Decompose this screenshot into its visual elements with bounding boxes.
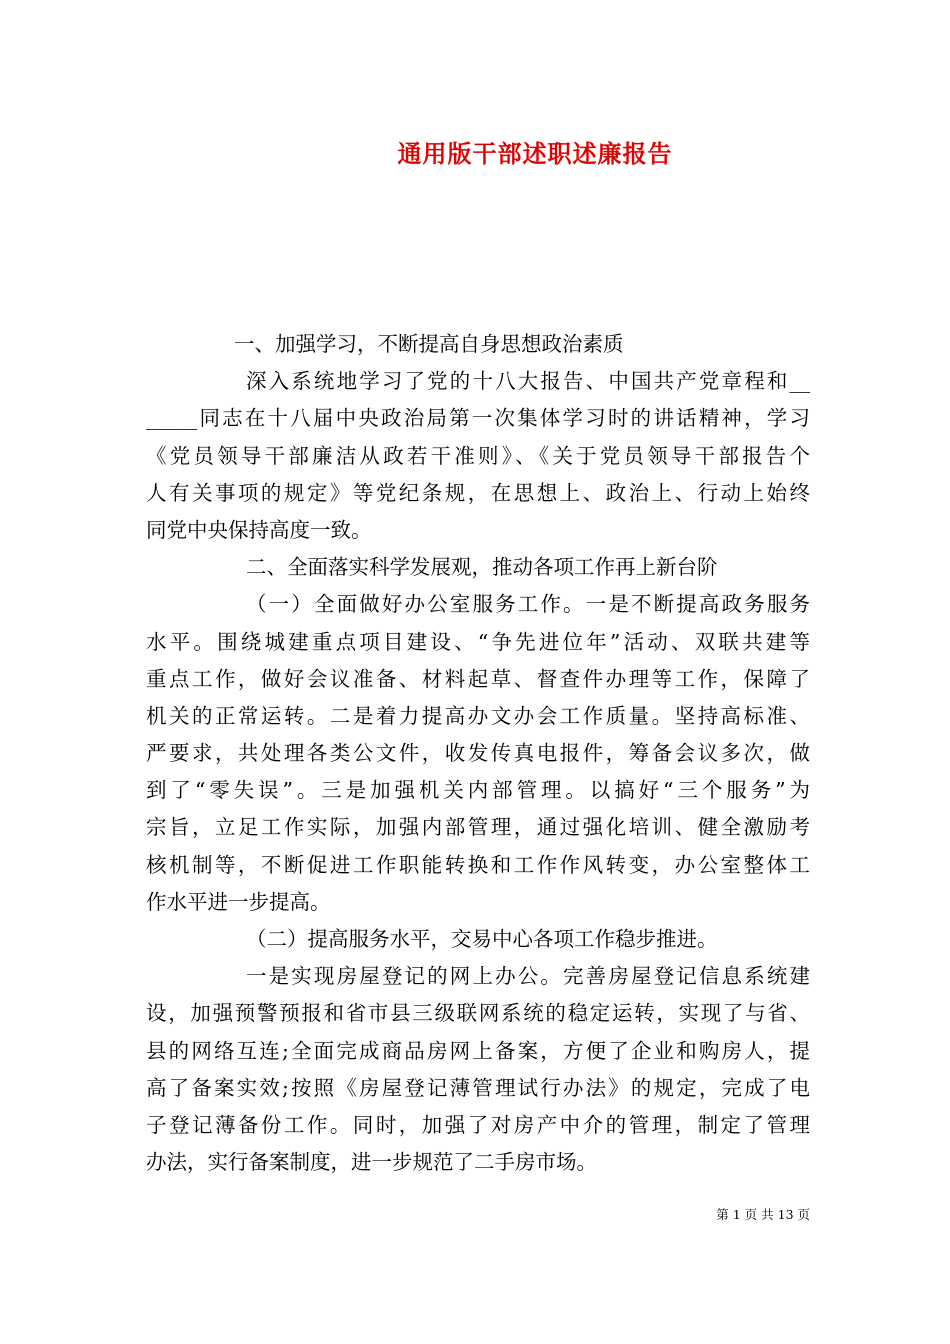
text-line: 人有关事项的规定》等党纪条规，在思想上、政治上、行动上始终 — [146, 480, 810, 505]
text-line: 重点工作，做好会议准备、材料起草、督查件办理等工作，保障了 — [146, 666, 810, 691]
text-line: 子登记薄备份工作。同时，加强了对房产中介的管理，制定了管理 — [146, 1112, 810, 1137]
text-line: 《党员领导干部廉洁从政若干准则》、《关于党员领导干部报告个 — [146, 443, 810, 468]
document-title: 通用版干部述职述廉报告 — [397, 139, 673, 168]
text-line: （二）提高服务水平，交易中心各项工作稳步推进。 — [246, 927, 718, 951]
text-line: 核机制等，不断促进工作职能转换和工作作风转变，办公室整体工 — [146, 852, 810, 877]
text-line: 办法，实行备案制度，进一步规范了二手房市场。 — [146, 1150, 597, 1175]
text-line: 一是实现房屋登记的网上办公。完善房屋登记信息系统建 — [246, 964, 810, 989]
page-footer: 第 1 页 共 13 页 — [716, 1207, 810, 1222]
text-line: 二、全面落实科学发展观，推动各项工作再上新台阶 — [246, 555, 718, 580]
text-line: 一、加强学习，不断提高自身思想政治素质 — [234, 332, 624, 356]
text-line: 水平。围绕城建重点项目建设、“争先进位年”活动、双联共建等 — [146, 629, 810, 654]
text-line: 到了“零失误”。三是加强机关内部管理。以搞好“三个服务”为 — [146, 778, 810, 803]
text-line: 机关的正常运转。二是着力提高办文办会工作质量。坚持高标准、 — [146, 703, 810, 728]
text-line: _____同志在十八届中央政治局第一次集体学习时的讲话精神，学习 — [146, 406, 810, 431]
text-line: （一）全面做好办公室服务工作。一是不断提高政务服务 — [246, 592, 810, 617]
document-body — [146, 326, 810, 1181]
text-line: 作水平进一步提高。 — [146, 889, 331, 914]
text-line: 高了备案实效;按照《房屋登记薄管理试行办法》的规定，完成了电 — [146, 1075, 810, 1100]
text-line: 设，加强预警预报和省市县三级联网系统的稳定运转，实现了与省、 — [146, 1001, 810, 1026]
text-line: 县的网络互连;全面完成商品房网上备案，方便了企业和购房人，提 — [146, 1038, 810, 1063]
text-line: 严要求，共处理各类公文件，收发传真电报件，筹备会议多次，做 — [146, 741, 810, 766]
text-line: 深入系统地学习了党的十八大报告、中国共产党章程和__ — [246, 369, 810, 394]
text-line: 同党中央保持高度一致。 — [146, 517, 372, 542]
text-line: 宗旨，立足工作实际，加强内部管理，通过强化培训、健全激励考 — [146, 815, 810, 840]
